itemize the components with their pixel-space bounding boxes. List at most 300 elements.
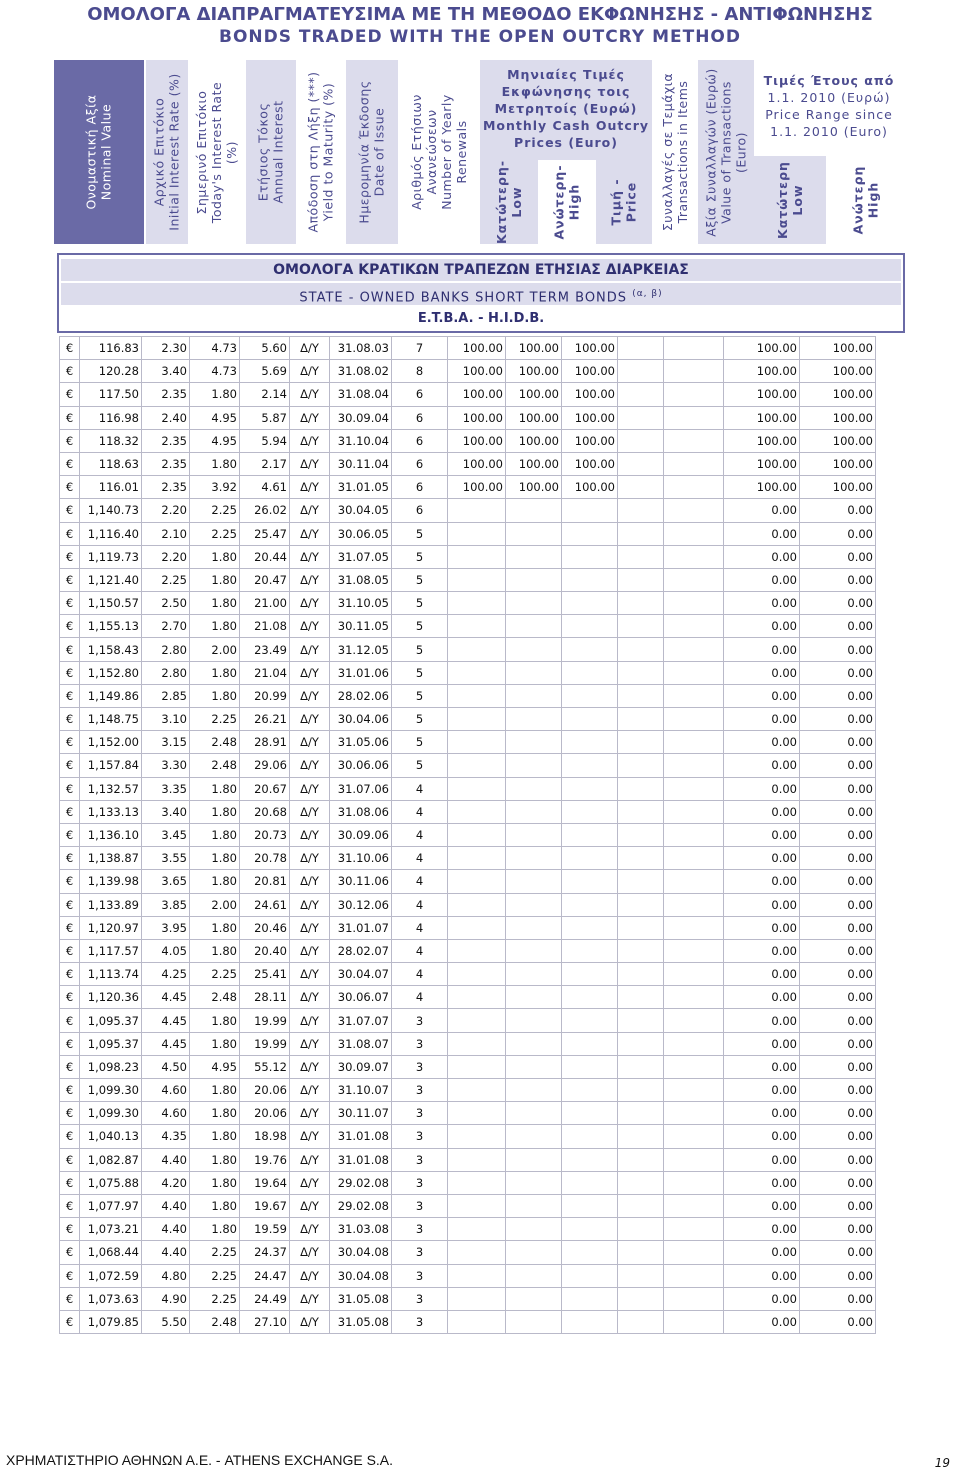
table-cell: 1.80 (190, 383, 240, 406)
table-cell: Δ/Υ (290, 823, 330, 846)
table-cell: 31.07.06 (330, 777, 392, 800)
table-cell (618, 661, 664, 684)
table-cell (448, 1102, 506, 1125)
table-cell: Δ/Υ (290, 777, 330, 800)
table-row (60, 1102, 876, 1125)
table-cell (664, 684, 724, 707)
table-cell: 2.35 (142, 383, 190, 406)
table-cell: 4.60 (142, 1079, 190, 1102)
table-cell: € (60, 1055, 80, 1078)
table-cell: 0.00 (724, 1241, 800, 1264)
table-cell (506, 638, 562, 661)
table-cell: 0.00 (724, 1171, 800, 1194)
table-cell (562, 1264, 618, 1287)
table-cell: 0.00 (724, 568, 800, 591)
table-cell: 55.12 (240, 1055, 290, 1078)
table-cell (618, 916, 664, 939)
table-cell: 100.00 (724, 360, 800, 383)
table-cell: 20.78 (240, 847, 290, 870)
table-cell: Δ/Υ (290, 406, 330, 429)
section-title-english: STATE - OWNED BANKS SHORT TERM BONDS $^{(\alpha, \beta)}$ (61, 283, 901, 305)
table-cell: 0.00 (724, 800, 800, 823)
header-transactions: Συναλλαγές σε Τεμάχια Transactions in Items (652, 60, 698, 244)
table-cell: 1,152.00 (80, 731, 142, 754)
table-cell: 5 (392, 545, 448, 568)
table-cell: 100.00 (506, 383, 562, 406)
table-cell: € (60, 893, 80, 916)
table-cell (562, 1194, 618, 1217)
table-cell: 0.00 (800, 1287, 876, 1310)
table-cell (506, 1009, 562, 1032)
table-cell: 0.00 (724, 1055, 800, 1078)
table-cell: 6 (392, 476, 448, 499)
table-cell: 20.99 (240, 684, 290, 707)
table-cell: 1,133.13 (80, 800, 142, 823)
table-cell: € (60, 939, 80, 962)
table-cell (664, 592, 724, 615)
table-cell (664, 939, 724, 962)
table-cell (506, 1194, 562, 1217)
header-price-range: Τιμές Έτους από 1.1. 2010 (Ευρώ) Price Range since 1.1. 2010 (Euro) (754, 60, 904, 156)
table-cell: € (60, 800, 80, 823)
table-cell: 0.00 (724, 847, 800, 870)
table-cell: 0.00 (800, 1241, 876, 1264)
table-cell: Δ/Υ (290, 1055, 330, 1078)
table-cell: Δ/Υ (290, 360, 330, 383)
table-cell: 100.00 (448, 452, 506, 475)
table-cell: 1,116.40 (80, 522, 142, 545)
table-cell (664, 1264, 724, 1287)
table-cell: 31.05.08 (330, 1287, 392, 1310)
table-cell (448, 592, 506, 615)
table-cell: € (60, 522, 80, 545)
table-cell (618, 1125, 664, 1148)
table-cell: € (60, 568, 80, 591)
table-cell (664, 1055, 724, 1078)
table-cell (562, 1241, 618, 1264)
header-renewals: Αριθμός Ετήσιων Ανανεώσεων Number of Yearly Renewals (398, 60, 480, 244)
table-cell: 30.06.06 (330, 754, 392, 777)
table-cell: 5 (392, 754, 448, 777)
table-header (54, 60, 904, 244)
table-cell: € (60, 661, 80, 684)
table-cell: 4.25 (142, 963, 190, 986)
table-cell (562, 1125, 618, 1148)
table-cell: 1,079.85 (80, 1310, 142, 1333)
table-cell: € (60, 870, 80, 893)
table-cell: 31.01.07 (330, 916, 392, 939)
table-cell (506, 499, 562, 522)
table-cell: Δ/Υ (290, 1264, 330, 1287)
table-cell: 1.80 (190, 916, 240, 939)
table-cell: Δ/Υ (290, 383, 330, 406)
table-cell: 0.00 (724, 1102, 800, 1125)
table-cell (448, 1055, 506, 1078)
table-row (60, 383, 876, 406)
table-cell: 0.00 (800, 893, 876, 916)
table-row (60, 847, 876, 870)
table-cell: Δ/Υ (290, 939, 330, 962)
table-cell: 6 (392, 499, 448, 522)
table-cell: 4 (392, 847, 448, 870)
table-cell: 1,098.23 (80, 1055, 142, 1078)
table-cell (618, 522, 664, 545)
table-row (60, 939, 876, 962)
table-cell: 3 (392, 1287, 448, 1310)
table-cell: 5 (392, 522, 448, 545)
table-cell (506, 1102, 562, 1125)
table-cell: 31.10.06 (330, 847, 392, 870)
table-cell: 24.49 (240, 1287, 290, 1310)
table-cell: 0.00 (800, 800, 876, 823)
table-cell: 2.25 (190, 499, 240, 522)
table-cell: 1,113.74 (80, 963, 142, 986)
table-cell (506, 1310, 562, 1333)
table-cell: 26.02 (240, 499, 290, 522)
table-cell: Δ/Υ (290, 1171, 330, 1194)
table-cell (664, 823, 724, 846)
table-cell: 118.63 (80, 452, 142, 475)
table-cell: 28.02.07 (330, 939, 392, 962)
table-cell: 30.09.07 (330, 1055, 392, 1078)
table-cell: 1.80 (190, 568, 240, 591)
table-cell: € (60, 406, 80, 429)
table-cell: 0.00 (724, 1264, 800, 1287)
table-cell: 3 (392, 1310, 448, 1333)
table-cell: 1.80 (190, 1125, 240, 1148)
table-cell (664, 986, 724, 1009)
table-cell (448, 638, 506, 661)
table-cell (562, 1310, 618, 1333)
table-cell: 28.91 (240, 731, 290, 754)
table-cell: Δ/Υ (290, 615, 330, 638)
table-cell (448, 777, 506, 800)
table-cell: 0.00 (724, 939, 800, 962)
table-cell: 3.40 (142, 800, 190, 823)
table-cell: 117.50 (80, 383, 142, 406)
table-cell: 0.00 (800, 1055, 876, 1078)
table-row (60, 1287, 876, 1310)
table-cell: 0.00 (800, 870, 876, 893)
table-row (60, 452, 876, 475)
table-cell: 0.00 (724, 1287, 800, 1310)
table-cell: 1.80 (190, 1102, 240, 1125)
table-cell (448, 708, 506, 731)
table-cell (562, 777, 618, 800)
table-cell (618, 777, 664, 800)
table-cell: 1.80 (190, 1032, 240, 1055)
table-cell: 4 (392, 893, 448, 916)
table-cell (506, 545, 562, 568)
table-cell (562, 939, 618, 962)
table-cell: Δ/Υ (290, 638, 330, 661)
table-cell (562, 754, 618, 777)
table-cell (562, 522, 618, 545)
table-cell (448, 1218, 506, 1241)
table-cell (506, 893, 562, 916)
table-cell: Δ/Υ (290, 452, 330, 475)
table-cell (664, 1241, 724, 1264)
table-cell (448, 1125, 506, 1148)
header-nominal-value: Ονομαστική Αξία Nominal Value (54, 60, 144, 244)
table-cell: € (60, 452, 80, 475)
table-cell: € (60, 1264, 80, 1287)
table-cell: 31.08.06 (330, 800, 392, 823)
table-cell: 24.37 (240, 1241, 290, 1264)
table-cell: Δ/Υ (290, 1148, 330, 1171)
table-cell (562, 1287, 618, 1310)
table-cell: 30.04.06 (330, 708, 392, 731)
table-cell: 0.00 (800, 1171, 876, 1194)
table-cell (448, 963, 506, 986)
table-cell: 1,132.57 (80, 777, 142, 800)
table-cell: 1,140.73 (80, 499, 142, 522)
table-cell (618, 476, 664, 499)
table-cell (562, 1102, 618, 1125)
table-cell (664, 1218, 724, 1241)
table-cell: 30.06.07 (330, 986, 392, 1009)
table-cell: 0.00 (800, 708, 876, 731)
table-cell: 4 (392, 823, 448, 846)
table-cell: 100.00 (562, 476, 618, 499)
table-row (60, 708, 876, 731)
table-cell (664, 916, 724, 939)
table-cell (664, 661, 724, 684)
table-cell: 0.00 (800, 638, 876, 661)
table-cell: 26.21 (240, 708, 290, 731)
table-cell: 4.40 (142, 1148, 190, 1171)
table-cell (506, 800, 562, 823)
table-cell: 31.07.05 (330, 545, 392, 568)
table-cell: 2.10 (142, 522, 190, 545)
page-number: 19 (934, 1456, 950, 1470)
table-cell (448, 1194, 506, 1217)
table-cell (562, 800, 618, 823)
table-cell: 0.00 (800, 615, 876, 638)
table-cell (618, 1102, 664, 1125)
table-cell: 1,099.30 (80, 1079, 142, 1102)
table-row (60, 870, 876, 893)
table-cell (506, 1055, 562, 1078)
table-cell (664, 383, 724, 406)
table-cell (448, 1148, 506, 1171)
table-cell: Δ/Υ (290, 1218, 330, 1241)
table-cell (448, 661, 506, 684)
table-cell: 4.95 (190, 429, 240, 452)
table-cell: 1,139.98 (80, 870, 142, 893)
table-row (60, 1009, 876, 1032)
table-cell: € (60, 337, 80, 360)
table-cell: 20.73 (240, 823, 290, 846)
table-cell (618, 1218, 664, 1241)
table-cell (506, 1148, 562, 1171)
table-cell (562, 638, 618, 661)
table-cell: 1,099.30 (80, 1102, 142, 1125)
table-cell: 0.00 (800, 684, 876, 707)
table-cell: 31.01.08 (330, 1125, 392, 1148)
table-cell: 0.00 (724, 777, 800, 800)
table-cell (618, 592, 664, 615)
table-cell: 2.17 (240, 452, 290, 475)
table-cell: 5 (392, 592, 448, 615)
table-cell: 0.00 (800, 1310, 876, 1333)
table-cell (562, 592, 618, 615)
table-cell: 21.08 (240, 615, 290, 638)
table-cell: 31.05.08 (330, 1310, 392, 1333)
table-cell: 31.10.04 (330, 429, 392, 452)
table-row (60, 661, 876, 684)
table-cell: 100.00 (506, 406, 562, 429)
table-cell: 2.00 (190, 638, 240, 661)
table-cell: 30.06.05 (330, 522, 392, 545)
table-cell: 2.70 (142, 615, 190, 638)
table-cell: 1,095.37 (80, 1009, 142, 1032)
table-cell: Δ/Υ (290, 1310, 330, 1333)
table-cell: 19.64 (240, 1171, 290, 1194)
table-cell: 30.04.08 (330, 1241, 392, 1264)
table-cell: 31.12.05 (330, 638, 392, 661)
table-cell: 4 (392, 777, 448, 800)
table-cell: 2.25 (190, 1287, 240, 1310)
table-cell: Δ/Υ (290, 1032, 330, 1055)
table-cell (562, 1055, 618, 1078)
table-cell: 3 (392, 1032, 448, 1055)
table-row (60, 1310, 876, 1333)
table-cell (448, 870, 506, 893)
table-cell (448, 615, 506, 638)
table-cell: 3.10 (142, 708, 190, 731)
table-cell (562, 731, 618, 754)
table-cell (562, 684, 618, 707)
table-cell: Δ/Υ (290, 337, 330, 360)
header-issue-date: Ημερομηνία Έκδοσης Date of Issue (346, 60, 398, 244)
table-cell (562, 1009, 618, 1032)
table-cell: 100.00 (562, 452, 618, 475)
table-cell: 0.00 (724, 1218, 800, 1241)
table-cell: € (60, 1241, 80, 1264)
table-cell: Δ/Υ (290, 522, 330, 545)
table-cell: 2.48 (190, 1310, 240, 1333)
table-cell: 0.00 (800, 1264, 876, 1287)
table-cell: 1.80 (190, 777, 240, 800)
table-row (60, 406, 876, 429)
table-cell: 2.50 (142, 592, 190, 615)
table-cell (562, 1079, 618, 1102)
table-cell (448, 568, 506, 591)
table-cell: 4 (392, 963, 448, 986)
table-cell: 20.68 (240, 800, 290, 823)
table-cell: 1,152.80 (80, 661, 142, 684)
table-cell: 1,138.87 (80, 847, 142, 870)
table-cell: 0.00 (724, 661, 800, 684)
table-cell: 0.00 (800, 916, 876, 939)
table-cell: 1.80 (190, 452, 240, 475)
table-cell: 3 (392, 1194, 448, 1217)
table-cell: 30.04.05 (330, 499, 392, 522)
table-cell: Δ/Υ (290, 568, 330, 591)
table-cell: 0.00 (724, 499, 800, 522)
table-cell: 20.40 (240, 939, 290, 962)
table-cell: 24.47 (240, 1264, 290, 1287)
table-cell: 0.00 (724, 754, 800, 777)
table-row (60, 1241, 876, 1264)
table-row (60, 1148, 876, 1171)
table-cell: 0.00 (724, 545, 800, 568)
table-cell: 4.60 (142, 1102, 190, 1125)
table-cell: 2.40 (142, 406, 190, 429)
table-cell: € (60, 1032, 80, 1055)
table-cell: 100.00 (800, 406, 876, 429)
table-cell (506, 916, 562, 939)
table-cell (618, 545, 664, 568)
table-cell: 0.00 (724, 916, 800, 939)
table-cell: 0.00 (800, 1079, 876, 1102)
table-cell: 100.00 (448, 337, 506, 360)
table-cell: 1.80 (190, 1009, 240, 1032)
table-cell (448, 1079, 506, 1102)
table-cell (664, 568, 724, 591)
table-cell (664, 1171, 724, 1194)
table-cell: € (60, 1148, 80, 1171)
table-cell: 4.40 (142, 1218, 190, 1241)
table-cell: 5 (392, 731, 448, 754)
table-cell: 100.00 (562, 406, 618, 429)
table-cell: 31.08.04 (330, 383, 392, 406)
table-cell: 0.00 (800, 545, 876, 568)
table-cell (562, 893, 618, 916)
table-cell: 0.00 (724, 1009, 800, 1032)
table-cell: 19.99 (240, 1009, 290, 1032)
table-cell: 5.60 (240, 337, 290, 360)
table-cell: 6 (392, 406, 448, 429)
table-cell: € (60, 1125, 80, 1148)
table-cell: 0.00 (800, 731, 876, 754)
table-cell (664, 638, 724, 661)
table-cell: 2.80 (142, 661, 190, 684)
table-cell: € (60, 592, 80, 615)
table-cell (506, 1218, 562, 1241)
table-cell: 0.00 (724, 522, 800, 545)
table-cell (448, 893, 506, 916)
table-cell: 1.80 (190, 1218, 240, 1241)
table-row (60, 800, 876, 823)
table-cell (618, 939, 664, 962)
table-cell (664, 1009, 724, 1032)
table-cell (618, 870, 664, 893)
header-today-rate: Σημερινό Επιτόκιο Today's Interest Rate (%) (188, 60, 246, 244)
table-cell: 2.00 (190, 893, 240, 916)
table-cell: 0.00 (724, 731, 800, 754)
header-value: Αξία Συναλλαγών (Ευρώ) Value of Transactions (Euro) (698, 60, 754, 244)
table-cell: 2.25 (190, 1264, 240, 1287)
table-cell: 100.00 (724, 383, 800, 406)
table-cell: 1,073.21 (80, 1218, 142, 1241)
table-cell (506, 522, 562, 545)
table-cell: 100.00 (448, 429, 506, 452)
table-cell: Δ/Υ (290, 847, 330, 870)
table-cell: 5 (392, 684, 448, 707)
table-cell: € (60, 429, 80, 452)
table-cell (618, 568, 664, 591)
table-cell: 1.80 (190, 939, 240, 962)
table-cell (664, 1125, 724, 1148)
table-cell: 2.48 (190, 986, 240, 1009)
table-cell (506, 1079, 562, 1102)
table-cell: 2.20 (142, 499, 190, 522)
table-cell: 5 (392, 615, 448, 638)
table-cell (448, 499, 506, 522)
table-cell: 100.00 (448, 383, 506, 406)
